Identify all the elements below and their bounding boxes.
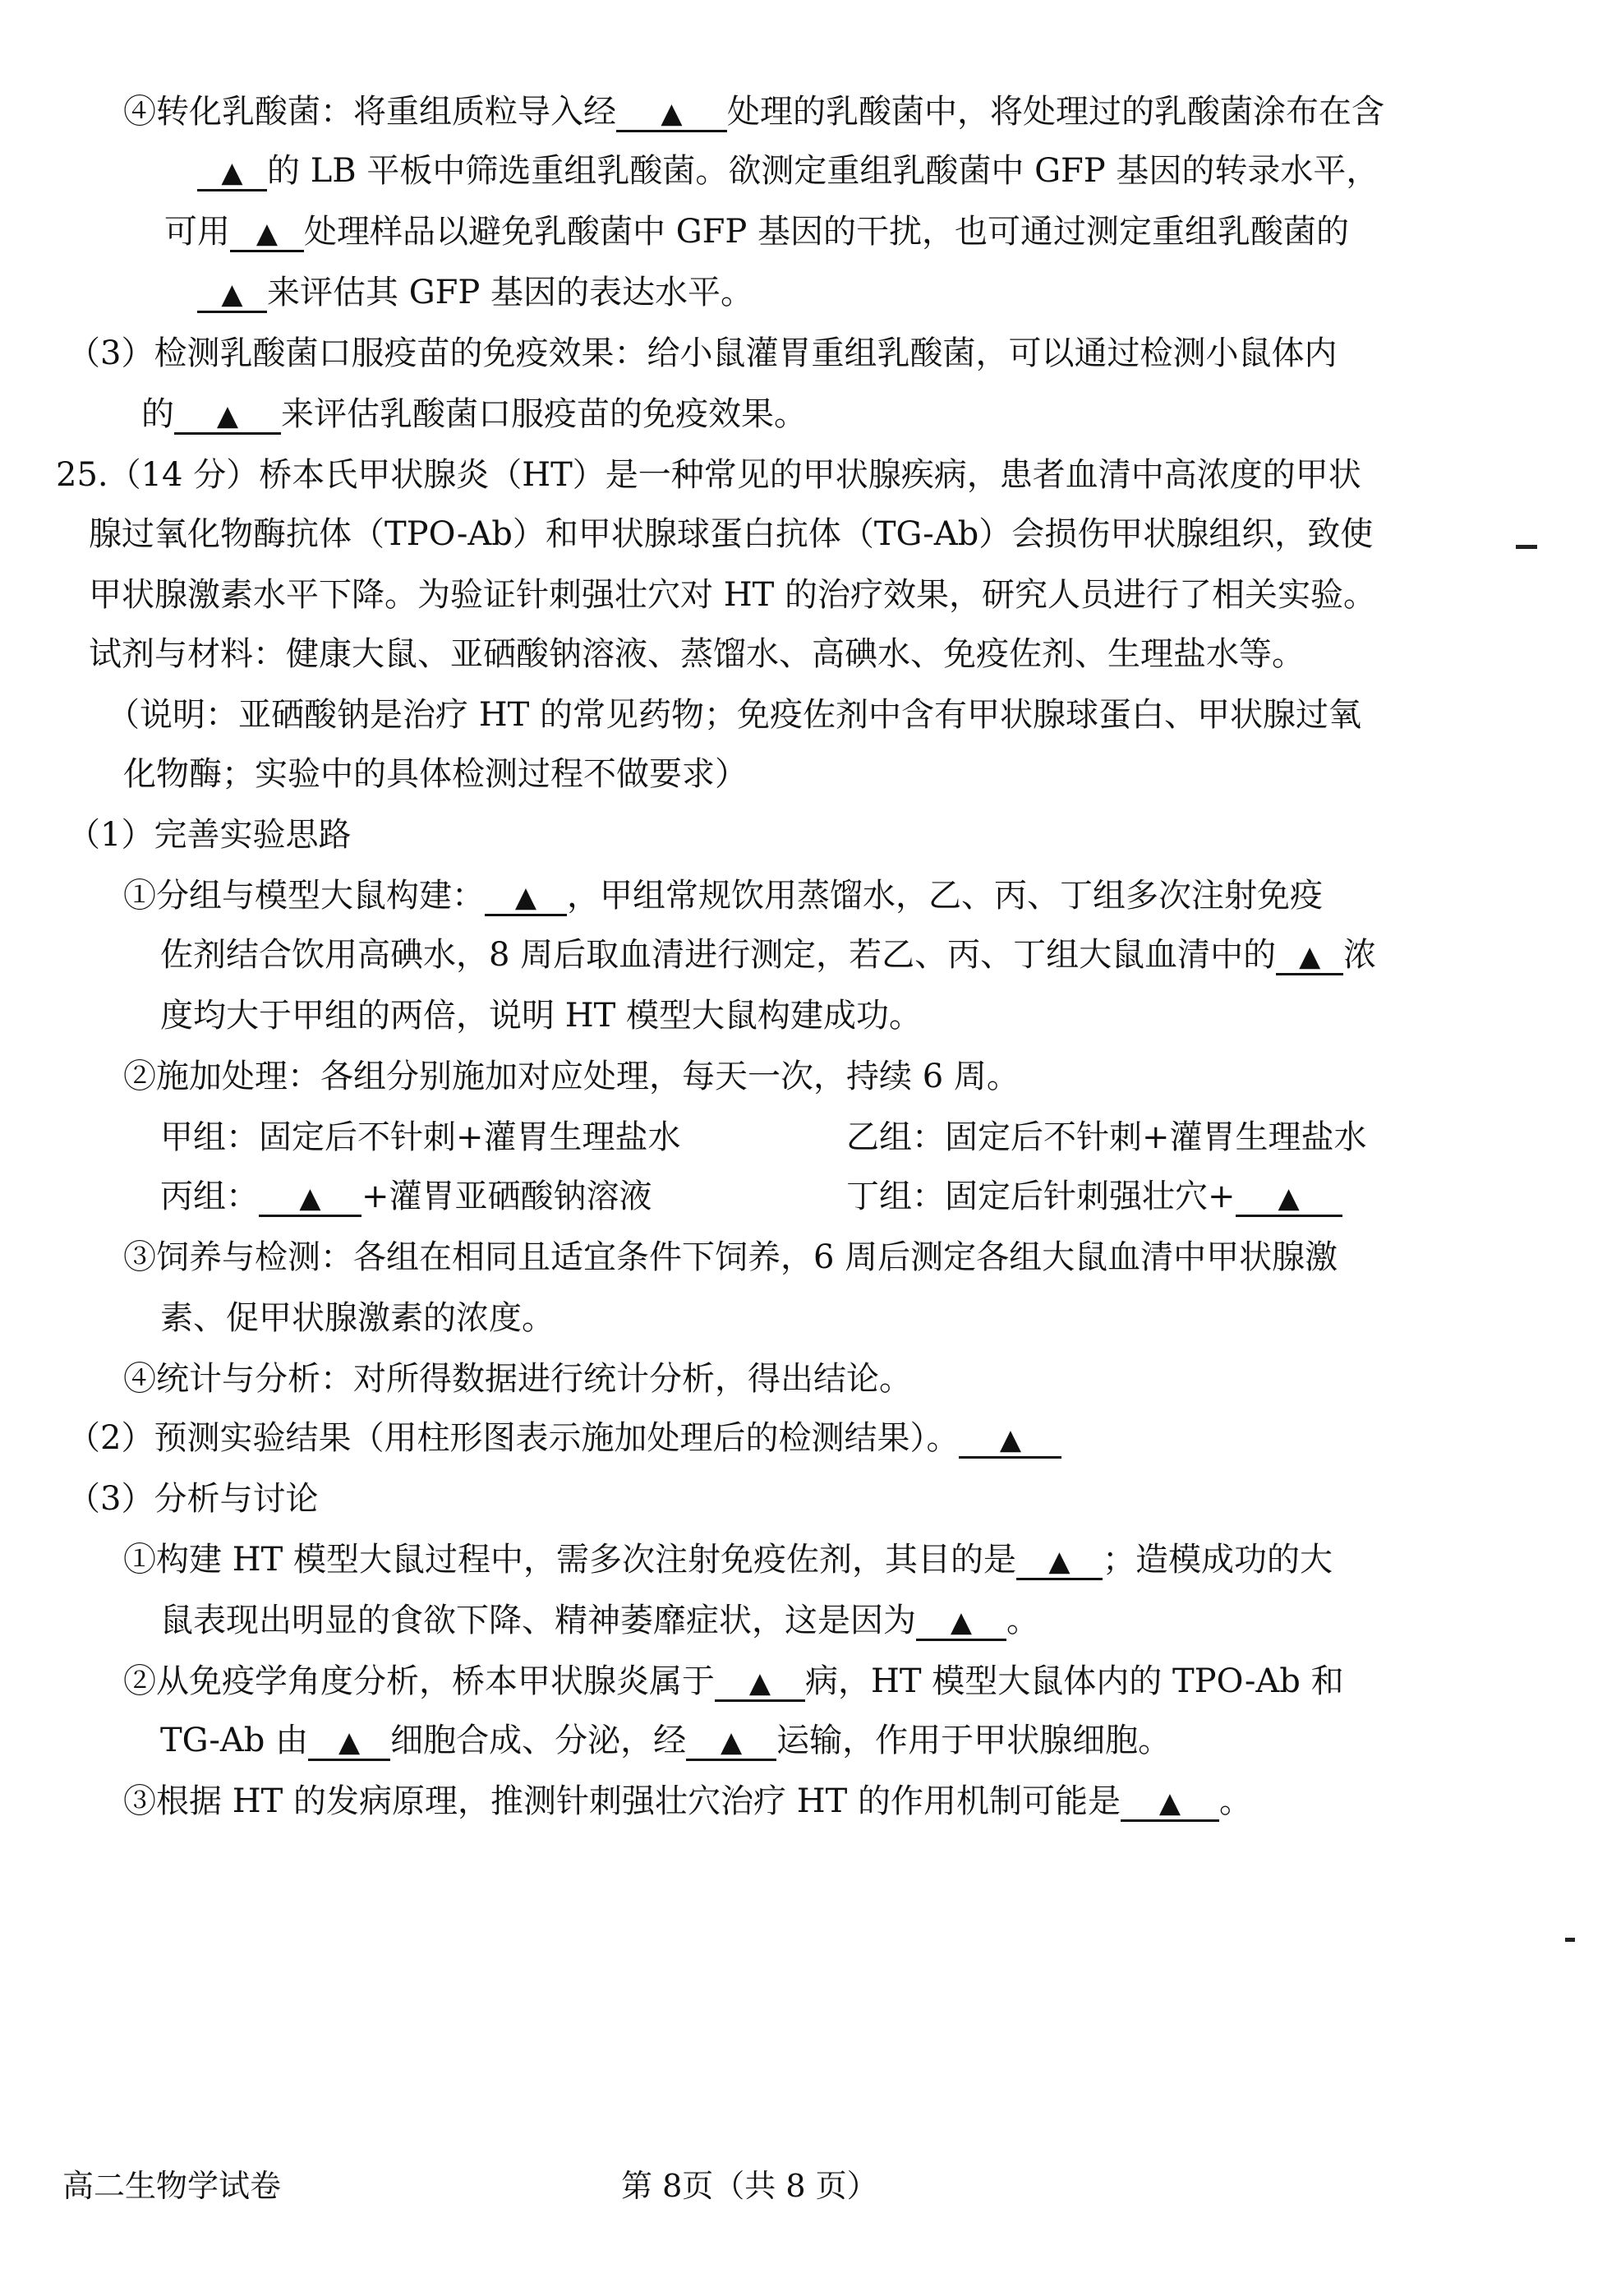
q25-s2-title: ②施加处理：各组分别施加对应处理，每天一次，持续 6 周。 bbox=[123, 1058, 1020, 1095]
q25-d3: ③根据 HT 的发病原理，推测针刺强壮穴治疗 HT 的作用机制可能是 ▲ 。 bbox=[123, 1782, 1252, 1820]
q25-s4: ④统计与分析：对所得数据进行统计分析，得出结论。 bbox=[123, 1360, 912, 1398]
scan-mark bbox=[1565, 1938, 1575, 1942]
answer-blank[interactable]: ▲ bbox=[308, 1722, 390, 1761]
q25-s3-line2: 素、促甲状腺激素的浓度。 bbox=[160, 1299, 555, 1337]
q25-s1-line2: 佐剂结合饮用高碘水，8 周后取血清进行测定，若乙、丙、丁组大鼠血清中的 ▲ 浓 bbox=[160, 936, 1377, 974]
q24-part3-line1: （3）检测乳酸菌口服疫苗的免疫效果：给小鼠灌胃重组乳酸菌，可以通过检测小鼠体内 bbox=[67, 334, 1338, 372]
q25-s2-group-ding: 丁组：固定后针刺强壮穴+ ▲ bbox=[846, 1175, 1342, 1218]
q25-note-line1: （说明：亚硒酸钠是治疗 HT 的常见药物；免疫佐剂中含有甲状腺球蛋白、甲状腺过氧 bbox=[107, 696, 1361, 734]
answer-blank[interactable]: ▲ bbox=[197, 274, 267, 313]
answer-blank[interactable]: ▲ bbox=[1121, 1783, 1219, 1822]
q25-note-line2: 化物酶；实验中的具体检测过程不做要求） bbox=[123, 755, 748, 793]
q25-s2-group-yi: 乙组：固定后不针刺+灌胃生理盐水 bbox=[846, 1118, 1367, 1156]
q25-part1-title: （1）完善实验思路 bbox=[67, 816, 352, 854]
answer-blank[interactable]: ▲ bbox=[959, 1420, 1061, 1459]
answer-blank[interactable]: ▲ bbox=[1016, 1542, 1103, 1580]
q25-d2-line1: ②从免疫学角度分析，桥本甲状腺炎属于 ▲ 病，HT 模型大鼠体内的 TPO-Ab 和 bbox=[123, 1662, 1344, 1700]
answer-blank[interactable]: ▲ bbox=[916, 1602, 1006, 1641]
answer-blank[interactable]: ▲ bbox=[259, 1178, 361, 1217]
answer-blank[interactable]: ▲ bbox=[230, 214, 304, 252]
answer-blank[interactable]: ▲ bbox=[174, 396, 281, 435]
q25-intro-line2: 腺过氧化物酶抗体（TPO-Ab）和甲状腺球蛋白抗体（TG-Ab）会损伤甲状腺组织，致使 bbox=[89, 515, 1374, 553]
q25-s2-group-bing: 丙组： ▲ +灌胃亚硒酸钠溶液 bbox=[160, 1178, 652, 1215]
q25-s3-line1: ③饲养与检测：各组在相同且适宜条件下饲养，6 周后测定各组大鼠血清中甲状腺激 bbox=[123, 1238, 1338, 1276]
answer-blank[interactable]: ▲ bbox=[1276, 937, 1343, 975]
q25-materials: 试剂与材料：健康大鼠、亚硒酸钠溶液、蒸馏水、高碘水、免疫佐剂、生理盐水等。 bbox=[89, 635, 1305, 673]
q25-intro-line3: 甲状腺激素水平下降。为验证针刺强壮穴对 HT 的治疗效果，研究人员进行了相关实验。 bbox=[89, 576, 1376, 614]
scan-mark bbox=[1516, 545, 1537, 549]
answer-blank[interactable]: ▲ bbox=[715, 1663, 805, 1702]
q24-part3-line2: 的 ▲ 来评估乳酸菌口服疫苗的免疫效果。 bbox=[141, 395, 807, 433]
q25-d1-line1: ①构建 HT 模型大鼠过程中，需多次注射免疫佐剂，其目的是 ▲ ；造模成功的大 bbox=[123, 1541, 1333, 1579]
answer-blank[interactable]: ▲ bbox=[616, 94, 727, 132]
answer-blank[interactable]: ▲ bbox=[1236, 1178, 1342, 1217]
footer-page-number: 第 8页（共 8 页） bbox=[621, 2168, 878, 2204]
answer-blank[interactable]: ▲ bbox=[485, 878, 567, 916]
q24-step4-line3: 可用 ▲ 处理样品以避免乳酸菌中 GFP 基因的干扰，也可通过测定重组乳酸菌的 bbox=[164, 213, 1350, 251]
q25-s1-line3: 度均大于甲组的两倍，说明 HT 模型大鼠构建成功。 bbox=[160, 997, 922, 1035]
q25-d1-line2: 鼠表现出明显的食欲下降、精神萎靡症状，这是因为 ▲ 。 bbox=[160, 1602, 1039, 1639]
q25-d2-line2: TG-Ab 由 ▲ 细胞合成、分泌，经 ▲ 运输，作用于甲状腺细胞。 bbox=[160, 1722, 1172, 1759]
answer-blank[interactable]: ▲ bbox=[197, 153, 267, 191]
q25-part2: （2）预测实验结果（用柱形图表示施加处理后的检测结果）。 ▲ bbox=[67, 1417, 1061, 1459]
q25-s2-group-jia: 甲组：固定后不针刺+灌胃生理盐水 bbox=[160, 1118, 681, 1156]
answer-blank[interactable]: ▲ bbox=[686, 1722, 776, 1761]
q25-part3-title: （3）分析与讨论 bbox=[67, 1480, 319, 1518]
q25-intro-line1: 25.（14 分）桥本氏甲状腺炎（HT）是一种常见的甲状腺疾病，患者血清中高浓度的甲状 bbox=[56, 456, 1361, 494]
q24-step4-line2: ▲ 的 LB 平板中筛选重组乳酸菌。欲测定重组乳酸菌中 GFP 基因的转录水平， bbox=[197, 150, 1379, 192]
q24-step4-line4: ▲ 来评估其 GFP 基因的表达水平。 bbox=[197, 271, 753, 314]
q24-step4-line1: ④转化乳酸菌：将重组质粒导入经 ▲ 处理的乳酸菌中，将处理过的乳酸菌涂布在含 bbox=[123, 93, 1384, 131]
footer-exam-title: 高二生物学试卷 bbox=[62, 2168, 282, 2204]
q25-s1-line1: ①分组与模型大鼠构建： ▲ ，甲组常规饮用蒸馏水，乙、丙、丁组多次注射免疫 bbox=[123, 877, 1323, 915]
